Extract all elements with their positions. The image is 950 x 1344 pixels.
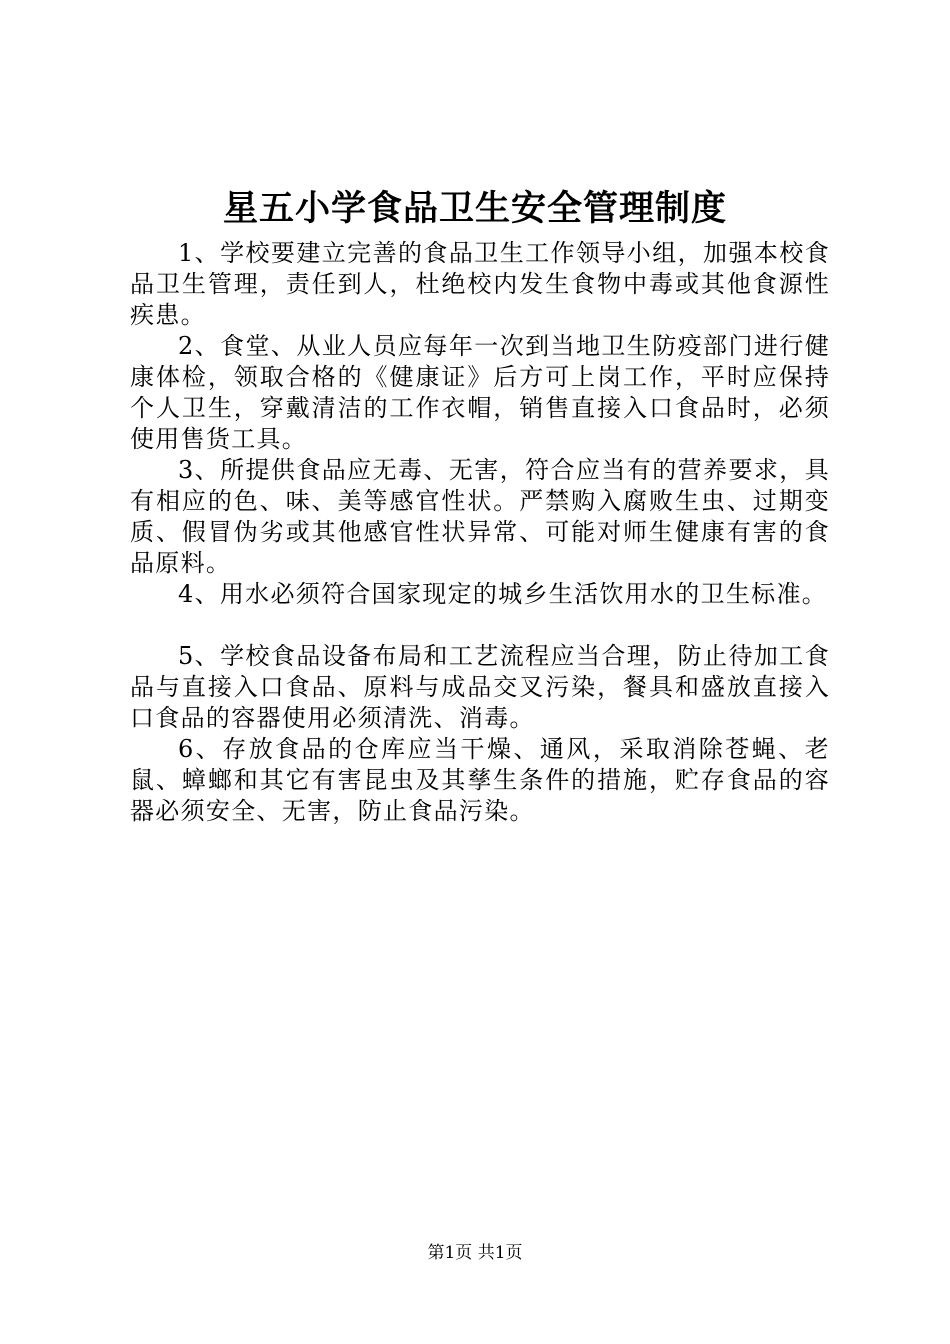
document-title: 星五小学食品卫生安全管理制度 (222, 188, 727, 229)
paragraph-4: 4、用水必须符合国家现定的城乡生活饮用水的卫生标准。 (178, 580, 828, 608)
paragraph-3: 3、所提供食品应无毒、无害，符合应当有的营养要求，具有相应的色、味、美等感官性状。严禁购入腐败生虫、过期变质、假冒伪劣或其他感官性状异常、可能对师生健康有害的食品原料。 (130, 456, 830, 577)
paragraph-2: 2、食堂、从业人员应每年一次到当地卫生防疫部门进行健康体检，领取合格的《健康证》后方可上岗工作，平时应保持个人卫生，穿戴清洁的工作衣帽，销售直接入口食品时，必须使用售货工具。 (130, 332, 830, 453)
paragraph-6: 6、存放食品的仓库应当干燥、通风，采取消除苍蝇、老鼠、蟑螂和其它有害昆虫及其孳生条件的措施，贮存食品的容器必须安全、无害，防止食品污染。 (130, 735, 830, 825)
document-body (130, 238, 830, 827)
paragraph-1: 1、学校要建立完善的食品卫生工作领导小组，加强本校食品卫生管理，责任到人，杜绝校内发生食物中毒或其他食源性疾患。 (130, 239, 830, 329)
paragraph-5: 5、学校食品设备布局和工艺流程应当合理，防止待加工食品与直接入口食品、原料与成品交叉污染，餐具和盛放直接入口食品的容器使用必须清洗、消毒。 (130, 642, 830, 732)
page-footer: 第1页 共1页 (427, 1243, 523, 1263)
